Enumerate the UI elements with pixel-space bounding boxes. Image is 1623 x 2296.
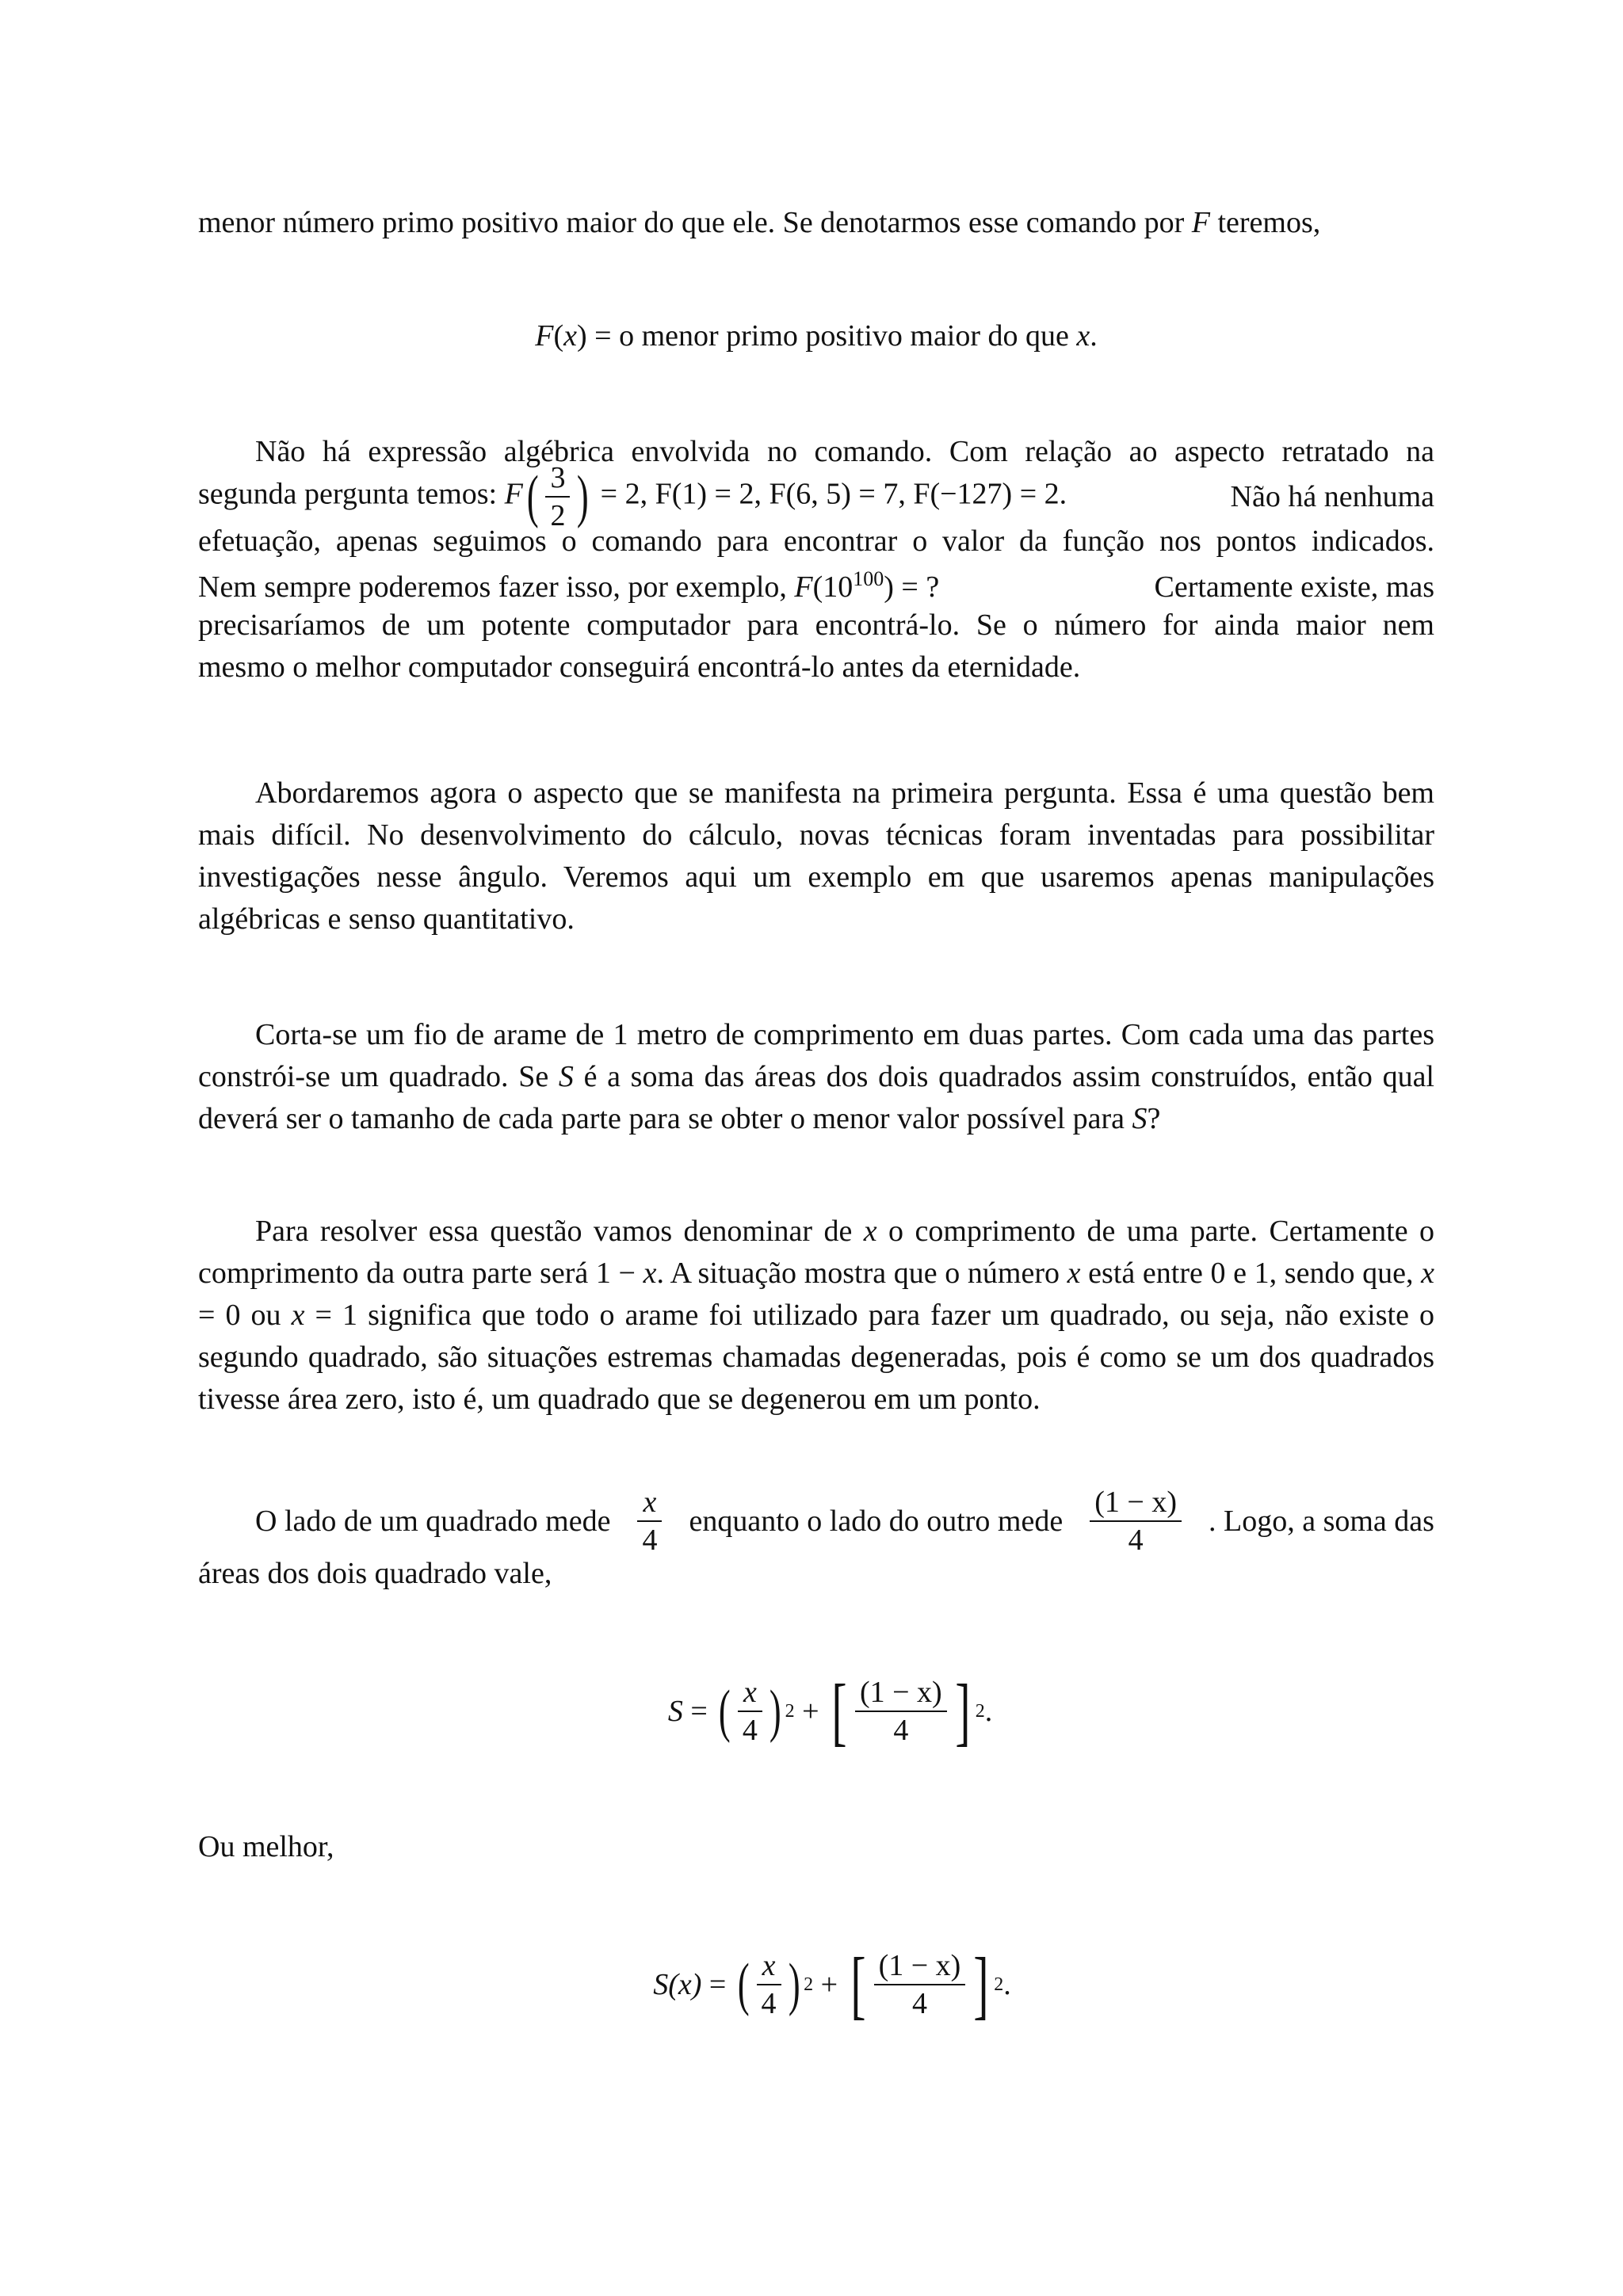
paragraph-1-text-a: menor número primo positivo maior do que ele. Se denotarmos esse comando por	[198, 206, 1192, 239]
p2-f: F	[504, 477, 523, 511]
eq3-close-paren: )	[788, 1952, 800, 2017]
var-x-1: x	[863, 1215, 877, 1248]
eq2-open-bracket: [	[831, 1669, 847, 1753]
paragraph-6-text-c: . Logo, a soma das	[1209, 1505, 1434, 1538]
eq1-open: (	[553, 319, 564, 353]
paragraph-2	[198, 431, 1434, 688]
fraction-den: 2	[550, 499, 566, 532]
paragraph-2-line-1: Não há expressão algébrica envolvida no comando. Com relação ao aspecto retratado na	[255, 435, 1434, 468]
paragraph-7-text: Ou melhor,	[198, 1830, 334, 1863]
p2-exponent: 100	[853, 567, 884, 590]
fraction-1mx-den: 4	[1128, 1524, 1144, 1557]
eq1-close: )	[576, 319, 587, 353]
eq3-close-bracket: ]	[973, 1942, 989, 2027]
eq3-open-paren: (	[737, 1952, 750, 2017]
fraction-num: 3	[545, 463, 570, 498]
eq2-end: .	[984, 1694, 993, 1728]
eq3-frac-1mx-den: 4	[911, 1987, 927, 2020]
paragraph-6-text-a: O lado de um quadrado mede	[255, 1505, 611, 1538]
eq2-frac-x	[738, 1677, 762, 1745]
paragraph-5-text-c: . A situação mostra que o número	[656, 1257, 1067, 1290]
paragraph-2-line-2-a: segunda pergunta temos:	[198, 477, 505, 511]
eq1-end: .	[1090, 319, 1098, 353]
paragraph-4	[198, 1014, 1434, 1140]
eq2-equals: =	[682, 1694, 716, 1728]
paragraph-6-text-b: enquanto o lado do outro mede	[689, 1505, 1064, 1538]
eq2-plus: +	[794, 1694, 827, 1728]
paragraph-4-text	[198, 1014, 1434, 1140]
eq3-frac-x	[757, 1951, 781, 2019]
paragraph-1-text	[198, 202, 1434, 244]
fraction-x-num: x	[637, 1487, 662, 1522]
var-x-4: x	[1421, 1257, 1434, 1290]
eq2-open-paren: (	[719, 1679, 731, 1744]
paragraph-5-text-b: o comprimento de uma parte. Certamente o comprimento da outra parte será 1 −	[198, 1215, 1434, 1290]
eq3-open-bracket: [	[850, 1942, 866, 2027]
eq3-plus: +	[813, 1967, 846, 2001]
fraction-x-over-4	[637, 1487, 662, 1555]
paragraph-4-text-b: é a soma das áreas dos dois quadrados assim construídos, então qual deverá ser o tamanho de cada parte para se obter o menor valor possível para	[198, 1060, 1434, 1135]
var-x-2: x	[643, 1257, 657, 1290]
eq1-equals: =	[586, 319, 620, 353]
document-page	[198, 0, 1434, 2296]
equation-s-of-x	[198, 1941, 1434, 2028]
paragraph-2-line-3: efetuação, apenas seguimos o comando para encontrar o valor da função nos pontos indicados.	[198, 524, 1434, 558]
paragraph-4-text-a: Corta-se um fio de arame de 1 metro de comprimento em duas partes. Com cada uma das partes constrói-se um quadrado. Se	[198, 1018, 1434, 1093]
paragraph-2-line-4	[198, 563, 1434, 605]
eq2-frac-1mx	[855, 1677, 947, 1745]
eq2-close-bracket: ]	[955, 1669, 971, 1753]
var-f: F	[1191, 206, 1210, 239]
paragraph-2-line-2-b: Não há nenhuma	[1230, 480, 1434, 513]
paragraph-5-text	[198, 1211, 1434, 1421]
var-x-3: x	[1067, 1257, 1081, 1290]
eq3-frac-1mx-num: (1 − x)	[874, 1951, 966, 1985]
eq2-frac-x-den: 4	[742, 1714, 758, 1747]
paragraph-5-text-d: está entre 0 e 1, sendo que,	[1080, 1257, 1422, 1290]
eq2-close-paren: )	[769, 1679, 781, 1744]
paragraph-3	[198, 772, 1434, 940]
fraction-1mx-num: (1 − x)	[1090, 1487, 1182, 1522]
paragraph-6-line-2: áreas dos dois quadrado vale,	[198, 1557, 552, 1590]
paragraph-2-line-6: mesmo o melhor computador conseguirá encontrá-lo antes da eternidade.	[198, 650, 1081, 684]
p2-values: = 2, F(1) = 2, F(6, 5) = 7, F(−127) = 2.	[593, 477, 1067, 511]
eq1-x: x	[563, 319, 577, 353]
eq2-exp-1: 2	[785, 1700, 795, 1722]
var-x-5: x	[291, 1299, 305, 1332]
eq3-exp-2: 2	[994, 1974, 1004, 1995]
paragraph-6	[198, 1486, 1434, 1595]
eq3-frac-1mx	[874, 1951, 966, 2019]
paragraph-5	[198, 1211, 1434, 1421]
paragraph-5-text-f: = 1 significa que todo o arame foi utilizado para fazer um quadrado, ou seja, não existe o segundo quadrado, são situações estremas chamadas degeneradas, pois é como se um dos quadrados tivesse área zero, isto é, um quadrado que se degenerou em um ponto.	[198, 1299, 1434, 1416]
paragraph-3-text: Abordaremos agora o aspecto que se manifesta na primeira pergunta. Essa é uma questão bem mais difícil. No desenvolvimento do cálculo, novas técnicas foram inventadas para possibilitar investigações nesse ângulo. Veremos aqui um exemplo em que usaremos apenas manipulações algébricas e senso quantitativo.	[198, 776, 1434, 936]
eq1-f: F	[535, 319, 554, 353]
eq2-frac-1mx-den: 4	[893, 1714, 909, 1747]
paragraph-1-text-b: teremos,	[1209, 206, 1321, 239]
equation-s	[198, 1668, 1434, 1755]
p2-f10-close: ) = ?	[884, 570, 940, 604]
paragraph-5-text-a: Para resolver essa questão vamos denominar de	[255, 1215, 864, 1248]
eq2-lhs: S	[667, 1694, 683, 1728]
p2-close-paren: )	[577, 464, 590, 529]
paragraph-2-line-4-a: Nem sempre poderemos fazer isso, por exemplo,	[198, 570, 795, 604]
paragraph-2-line-2	[198, 461, 1434, 532]
paragraph-1	[198, 202, 1434, 244]
paragraph-4-text-c: ?	[1147, 1102, 1161, 1135]
p2-open-paren: (	[526, 464, 539, 529]
paragraph-5-text-e: = 0 ou	[198, 1299, 292, 1332]
equation-f-definition	[198, 315, 1434, 357]
var-s-1: S	[558, 1060, 574, 1093]
paragraph-2-line-4-left	[198, 567, 939, 605]
eq3-exp-1: 2	[804, 1974, 814, 1995]
eq3-lhs: S(x)	[653, 1967, 702, 2001]
eq1-rhs-text: o menor primo positivo maior do que	[619, 319, 1077, 353]
eq2-exp-2: 2	[975, 1700, 985, 1722]
paragraph-7	[198, 1826, 1434, 1868]
paragraph-6-line-1	[198, 1486, 1434, 1557]
eq3-frac-x-num: x	[757, 1951, 781, 1985]
eq3-equals: =	[701, 1967, 734, 2001]
paragraph-2-line-4-b: Certamente existe, mas	[1154, 570, 1434, 604]
eq3-end: .	[1003, 1967, 1011, 2001]
fraction-x-den: 4	[642, 1524, 658, 1557]
eq1-rhs-x: x	[1076, 319, 1090, 353]
eq3-frac-x-den: 4	[761, 1987, 777, 2020]
p2-f10-open: (10	[812, 570, 854, 604]
paragraph-2-line-5: precisaríamos de um potente computador para encontrá-lo. Se o número for ainda maior nem	[198, 608, 1434, 642]
eq2-frac-1mx-num: (1 − x)	[855, 1677, 947, 1712]
eq2-frac-x-num: x	[738, 1677, 762, 1712]
fraction-one-minus-x-over-4	[1090, 1487, 1182, 1555]
p2-f10: F	[794, 570, 813, 604]
var-s-2: S	[1132, 1102, 1148, 1135]
